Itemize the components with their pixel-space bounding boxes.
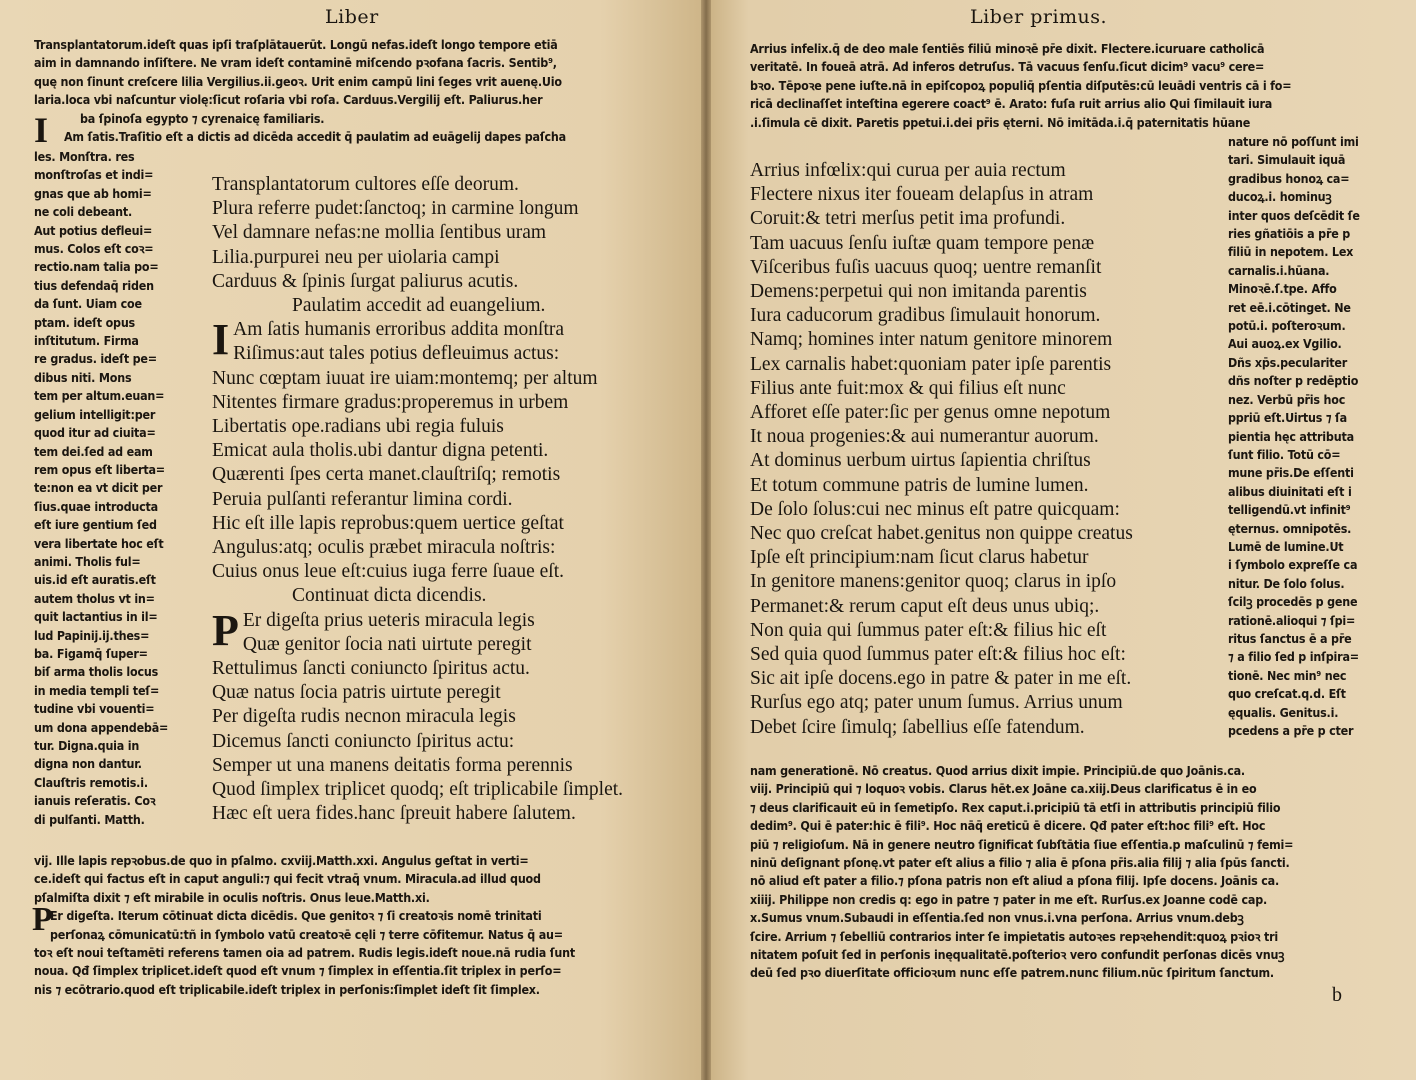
gloss-line: Clauſtris remotis.i. <box>34 774 148 790</box>
book-gutter <box>701 0 711 1080</box>
gloss-line: Minoꝛē.ſ.tpe. Affo <box>1228 281 1337 297</box>
left-page <box>0 0 706 1080</box>
gloss-line: Aut potius defleui= <box>34 222 153 238</box>
gloss-line: ianuis reſeratis. Coꝛ <box>34 793 156 809</box>
section-rubric: Continuat dicta dicendis. <box>292 585 487 607</box>
gloss-initial: I <box>34 110 48 151</box>
gloss-initial: P <box>32 901 53 939</box>
gloss-line: ries gñatiōis a pr̄e p <box>1228 226 1351 242</box>
gloss-line: um dona appendebā= <box>34 719 169 735</box>
verse-left <box>212 173 682 826</box>
verse-line: Demens:perpetui qui non imitanda parentis <box>750 281 1087 303</box>
gloss-line: bꝛo. Tēpoꝛe pene iuſte.nā in epiſcopoꝝ populiq̄ pſentia diſputēs:cū leuādi ventris cā i fo= <box>750 77 1292 93</box>
gloss-line: ptam. ideſt opus <box>34 314 135 330</box>
gloss-line: di pulſanti. Matth. <box>34 811 145 827</box>
right-page <box>706 0 1416 1080</box>
gloss-line: ęqualis. Genitus.i. <box>1228 704 1339 720</box>
gloss-line: tius defendaq̄ riden <box>34 277 154 293</box>
gloss-line: pientia hęc attributa <box>1228 428 1354 444</box>
verse-line: Quod ſimplex triplicet quodq; eſt triplicabile ſimplet. <box>212 779 624 801</box>
gloss-line: toꝛ eſt noui teſtamēti referens tamen oia ad patrem. Rudis legis.ideſt noue.nā rudia ſunt <box>34 945 575 961</box>
gloss-paragraph <box>32 901 684 999</box>
gloss-line: veritatē. In foueā atrā. Ad inferos detruſus. Tā vacuus ſenſu.ſicut dicim⁹ vacu⁹ cere= <box>750 59 1265 75</box>
verse-line: Et totum commune patris de lumine lumen. <box>750 474 1089 496</box>
gloss-line: ſunt filio. Totū cō= <box>1228 446 1341 462</box>
verse-line: Viſceribus fuſis uacuus quoq; uentre remanſit <box>750 256 1102 278</box>
gloss-line: perſonaꝝ cōmunicatū:tñ in ſymbolo vatū creatoꝛē cęli ⁊ terre cōfitemur. Natus q̄ au= <box>50 926 563 942</box>
gloss-line: filiū in nepotem. Lex <box>1228 244 1354 260</box>
gloss-line: deū ſed pꝛo diuerſitate officioꝛum nunc eſſe patrem.nunc filium.nūc ſpiritum ſanctum. <box>750 965 1274 981</box>
verse-line: Riſimus:aut tales potius defleuimus actus: <box>233 343 560 365</box>
verse-line: Afforet eſſe pater:ſic per genus omne nepotum <box>750 402 1111 424</box>
running-head-left: Liber <box>325 6 379 28</box>
gloss-line: carnalis.i.hūana. <box>1228 262 1330 278</box>
gloss-line: ppriū eſt.Uirtus ⁊ ſa <box>1228 410 1347 426</box>
verse-line: Cuius onus leue eſt:cuius iuga ferre ſuaue eſt. <box>212 561 564 583</box>
gloss-top-right <box>750 40 1390 132</box>
verse-line: Rurſus ego atq; pater unum ſumus. Arrius unum <box>750 692 1123 714</box>
verse-line: Debet ſcire ſimulq; ſabellius eſſe fatendum. <box>750 716 1085 738</box>
gloss-line: tari. Simulauit iquā <box>1228 152 1346 168</box>
verse-line: Quærenti ſpes certa manet.clauſtriſq; remotis <box>212 464 561 486</box>
gloss-line: monſtroſas et indi= <box>34 167 154 183</box>
drop-cap-initial: P <box>212 605 239 655</box>
gloss-line: tionē. Nec min⁹ nec <box>1228 667 1347 683</box>
gloss-line: vera libertate hoc eſt <box>34 535 164 551</box>
gloss-line: biſ arma tholis locus <box>34 664 159 680</box>
gloss-line: dibus niti. Mons <box>34 369 132 385</box>
verse-line: Filius ante fuit:mox & qui filius eſt nunc <box>750 377 1066 399</box>
verse-line: Permanet:& rerum caput eſt deus unus ubiq;. <box>750 595 1100 617</box>
gloss-line: ba. Figamq̄ ſuper= <box>34 645 148 661</box>
verse-line: Nec quo creſcat habet.genitus non quippe creatus <box>750 523 1133 545</box>
gloss-line: da ſunt. Uiam coe <box>34 296 142 312</box>
gloss-line: tur. Digna.quia in <box>34 738 140 753</box>
gloss-text: Am ſatis.Traſitio eſt a dictis ad dicēda accedit q̄ paulatim ad euāgelij dapes paſcha <box>64 129 566 145</box>
gloss-line: tem per altum.euan= <box>34 388 165 404</box>
gloss-line: in media templi teſ= <box>34 682 160 698</box>
gloss-line: laria.loca vbi naſcuntur violę:ſicut roſaria vbi roſa. Carduus.Vergilij eſt. Paliurus.her <box>34 92 543 108</box>
verse-line: Ipſe eſt principium:nam ſicut clarus habetur <box>750 547 1089 569</box>
verse-line: Sic ait ipſe docens.ego in patre & pater in me eſt. <box>750 668 1132 690</box>
gloss-line: Lumē de lumine.Ut <box>1228 538 1344 554</box>
verse-line: Nunc cœptam iuuat ire uiam:montemq; per altum <box>212 367 598 389</box>
gloss-line: Er digeſta. Iterum cōtinuat dicta dicēdis. Que genitoꝛ ⁊ ſi creatoꝛis nomē trinitati <box>50 908 542 924</box>
gloss-line: ce.ideſt qui factus eſt in caput anguli:⁊ qui fecit vtraq̄ vnum. Miracula.ad illud quod <box>34 871 541 887</box>
gloss-line: inſtitutum. Firma <box>34 333 139 349</box>
drop-cap-initial: I <box>212 315 230 365</box>
gloss-line: gradibus honoꝝ ca= <box>1228 170 1350 186</box>
verse-line: Iura caducorum gradibus ſimulauit honorum. <box>750 305 1101 327</box>
gloss-line: potū.i. poſteroꝛum. <box>1228 318 1346 334</box>
verse-line: Quæ genitor ſocia nati uirtute peregit <box>242 633 532 655</box>
verse-line: Peruia pulſanti referantur limina cordi. <box>212 488 513 510</box>
verse-line: Non quia qui ſummus pater eſt:& filius hic eſt <box>750 619 1107 641</box>
gloss-line: ſcilꝫ procedēs p gene <box>1228 594 1358 610</box>
gloss-line: pcedens a pr̄e p cter <box>1228 723 1354 738</box>
verse-line: Lex carnalis habet:quoniam pater ipſe parentis <box>750 353 1112 375</box>
gloss-line: Arrius infelix.q̄ de deo male ſentiēs filiū minoꝛē pr̄e dixit. Flectere.icuruare catholicā <box>750 41 1265 56</box>
gloss-line: nō aliud eſt pater a filio.⁊ pſona patris non eſt aliud a pſona filij. Ipſe docens. Joānis ca. <box>750 873 1279 889</box>
gloss-line: telligendū.vt infinit⁹ <box>1228 502 1351 518</box>
section-rubric: Paulatim accedit ad euangelium. <box>292 295 546 317</box>
verse-stanza <box>212 315 682 584</box>
gloss-line: rem opus eſt liberta= <box>34 461 165 477</box>
gloss-line: ſcire. Arrium ⁊ ſebelliū contrarios inter ſe impietatis autoꝛes repꝛehendit:quoꝝ pꝛioꝛ tri <box>750 928 1279 944</box>
gloss-line: animi. Tholis ful= <box>34 553 141 569</box>
verse-line: Tam uacuus ſenſu iuſtæ quam tempore penæ <box>750 232 1095 254</box>
verse-stanza <box>212 605 682 827</box>
verse-line: Semper ut una manens deitatis forma perennis <box>212 754 573 776</box>
verse-line: It noua progenies:& aui numerantur auorum. <box>750 426 1099 448</box>
verse-line: Angulus:atq; oculis præbet miracula noſtris: <box>212 537 556 559</box>
gloss-line: x.Sumus vnum.Subaudi in eſſentia.ſed non vnus.i.vna perſona. Arrius vnum.debꝫ <box>750 910 1244 926</box>
gloss-line: nez. Verbū pr̄is hoc <box>1228 391 1346 407</box>
verse-line: Per digeſta rudis necnon miracula legis <box>212 706 516 728</box>
gloss-line: rationē.alioqui ⁊ ſpi= <box>1228 612 1356 628</box>
gloss-line: digna non dantur. <box>34 756 142 772</box>
verse-line: Coruit:& tetri merſus petit ima profundi. <box>750 208 1066 230</box>
verse-line: Hic eſt ille lapis reprobus:quem uertice geſtat <box>212 512 564 534</box>
verse-line: Am ſatis humanis erroribus addita monſtra <box>233 319 565 341</box>
gloss-line: eſt iure gentium ſed <box>34 517 157 533</box>
gloss-line: Dñs xp̄s.peculariter <box>1228 354 1348 370</box>
verse-line: Lilia.purpurei neu per uiolaria campi <box>212 246 500 268</box>
gloss-line: mune pr̄is.De eſſenti <box>1228 465 1354 481</box>
verse-line: Dicemus ſancti coniuncto ſpiritus actu: <box>212 730 515 752</box>
gloss-line: rectio.nam talia po= <box>34 259 159 275</box>
gloss-line: te:non ea vt dicit per <box>34 480 163 496</box>
gloss-line: gelium intelligit:per <box>34 406 156 422</box>
gloss-line: lud Papinij.ij.thes= <box>34 627 150 643</box>
gloss-line: gnas que ab homi= <box>34 185 152 201</box>
gloss-line: tudine vbi vouenti= <box>34 701 155 717</box>
gloss-line: ritus ſanctus ē a pr̄e <box>1228 630 1352 646</box>
verse-line: Er digeſta prius ueteris miracula legis <box>242 609 535 631</box>
gloss-line: ba ſpinoſa egypto ⁊ cyrenaicę familiaris. <box>80 110 325 126</box>
verse-line: Flectere nixus iter foueam delapſus in atram <box>750 184 1094 206</box>
gloss-line: aim in damnando inſiſtere. Ne vram ideſt contaminē miſcendo pꝛofana ſacris. Sentib⁹, <box>34 55 557 71</box>
gloss-line: nitatem poſuit ſed in perſonis inęqualitatē.poſterioꝛ vero confundit perſonas dicēs vnuꝫ <box>750 947 1285 963</box>
gloss-line: quę non ſinunt creſcere lilia Vergilius.ii.geoꝛ. Urit enim campū lini ſeges vrit auenę.Uio <box>34 73 562 89</box>
gloss-line: viij. Principiū qui ⁊ loquoꝛ vobis. Clarus hēt.ex Joāne ca.xiij.Deus clarificatus ē in eo <box>750 781 1257 797</box>
gloss-line: ęternus. omnipotēs. <box>1228 520 1352 536</box>
gloss-line: ne coli debeant. <box>34 204 133 220</box>
gloss-line: mus. Colos eſt coꝛ= <box>34 241 154 257</box>
gloss-line: i ſymbolo expreſſe ca <box>1228 557 1358 573</box>
gloss-side-right <box>1228 133 1388 740</box>
gloss-line: dedim⁹. Qui ē pater:hic ē fili⁹. Hoc nāq̄ ereticū ē dicere. Qđ pater eſt:hoc fili⁹ eſt. Hoc <box>750 818 1266 834</box>
gloss-line: re gradus. ideſt pe= <box>34 351 157 367</box>
gloss-top-left <box>34 36 684 151</box>
gloss-line: pſalmiſta dixit ⁊ eſt mirabile in oculis noſtris. Onus leue.Matth.xi. <box>34 889 430 905</box>
verse-line: In genitore manens:genitor quoq; clarus in ipſo <box>750 571 1117 593</box>
gloss-line: ⁊ a filio ſed p inſpira= <box>1228 649 1359 665</box>
gloss-line: ricā declinaſſet inteſtina egerere coact⁹ ē. Arato: fuſa ruit arrius alio Qui ſimilauit iura <box>750 96 1273 112</box>
gloss-bottom-right <box>750 762 1390 983</box>
gloss-line: xiiij. Philippe non credis q: ego in patre ⁊ pater in me eſt. Rurſus.ex Joanne codē cap. <box>750 891 1268 907</box>
gloss-line: les. Monſtra. res <box>34 149 135 164</box>
verse-line: Arrius infœlix:qui curua per auia rectum <box>750 160 1066 181</box>
gloss-line: Aui auoꝝ.ex Vgilio. <box>1228 336 1342 352</box>
gloss-line: tem dei.ſed ad eam <box>34 443 153 459</box>
gloss-line: nitur. De ſolo ſolus. <box>1228 575 1345 591</box>
gloss-line: noua. Qđ ſimplex triplicet.ideſt quod eſt vnum ⁊ ſimplex in eſſentia.ſit triplex in perſo= <box>34 963 562 979</box>
gloss-line: .i.ſimula cē dixit. Paretis ppetui.i.dei pr̄is ęterni. Nō imitāda.i.q̄ paternitatis hūane <box>750 114 1251 130</box>
gloss-line: quit lactantius in il= <box>34 609 158 625</box>
verse-line: Nitentes firmare gradus:properemus in urbem <box>212 391 569 413</box>
verse-line: Emicat aula tholis.ubi dantur digna petenti. <box>212 440 549 462</box>
gloss-line: quod itur ad ciuita= <box>34 425 156 441</box>
verse-line: At dominus uerbum uirtus ſapientia chriſtus <box>750 450 1091 472</box>
gloss-line: nis ⁊ ecōtrario.quod eſt triplicabile.ideſt triplex in perſonis:ſimplet ideſt ſit ſimplex. <box>34 981 540 997</box>
gloss-line: ret eē.i.cōtinget. Ne <box>1228 299 1351 315</box>
gloss-line: nam generationē. Nō creatus. Quod arrius dixit impie. Principiū.de quo Joānis.ca. <box>750 763 1245 778</box>
verse-line: Namq; homines inter natum genitore minorem <box>750 329 1113 351</box>
gloss-line: Transplantatorum.ideſt quas ipſi traſplātauerūt. Longū nefas.ideſt longo tempore etiā <box>34 37 558 52</box>
verse-line: Libertatis ope.radians ubi regia fuluis <box>212 416 504 438</box>
gloss-line: piū ⁊ religioſum. Nā in genere neutro ſignificat ſubſtātia ſiue eſſentia.p maſculinū ⁊ femi= <box>750 836 1294 852</box>
gloss-line: ⁊ deus clarificauit eū in ſemetipſo. Rex caput.i.pricipiū tā etſi in attributis principiū filio <box>750 799 1281 815</box>
gloss-bottom-left <box>34 852 684 999</box>
verse-line: Plura referre pudet:ſanctoq; in carmine longum <box>212 198 579 220</box>
gloss-line: inter quos deſcēdit ſe <box>1228 207 1360 223</box>
verse-right <box>750 159 1230 740</box>
signature-mark: b <box>1332 984 1342 1006</box>
gloss-line: dñs noſter p redēptio <box>1228 373 1359 389</box>
gloss-line: vij. Ille lapis repꝛobus.de quo in pſalmo. cxviij.Matth.xxi. Angulus geſtat in verti= <box>34 853 529 868</box>
gloss-line: nature nō poſſunt imi <box>1228 134 1359 149</box>
verse-line: Carduus & ſpinis ſurgat paliurus acutis. <box>212 270 519 292</box>
verse-line: Hæc eſt uera fides.hanc ſpreuit habere ſalutem. <box>212 803 576 825</box>
gloss-line: uis.id eſt auratis.eſt <box>34 572 156 588</box>
gloss-side-left <box>34 148 192 829</box>
gloss-line: alibus diuinitati eſt i <box>1228 483 1352 499</box>
running-head-right: Liber primus. <box>970 6 1108 28</box>
verse-line: Quæ natus ſocia patris uirtute peregit <box>212 682 501 704</box>
verse-line: Rettulimus ſancti coniuncto ſpiritus actu. <box>212 658 530 680</box>
gloss-line: ſius.quae introducta <box>34 498 158 514</box>
gloss-line: autem tholus vt in= <box>34 590 155 606</box>
verse-line: Sed quia quod ſummus pater eſt:& filius hoc eſt: <box>750 644 1126 666</box>
verse-line: De ſolo ſolus:cui nec minus eſt patre quicquam: <box>750 498 1120 520</box>
verse-line: Vel damnare nefas:ne mollia ſentibus uram <box>212 222 547 244</box>
gloss-line: ducoꝝ.i. hominuꝫ <box>1228 189 1332 205</box>
gloss-line: quo creſcat.q.d. Eſt <box>1228 686 1346 702</box>
verse-line: Transplantatorum cultores eſſe deorum. <box>212 174 519 195</box>
gloss-line: ninū deſignant pſonę.vt pater eſt alius a filio ⁊ alia ē pſona pr̄is.alia filij ⁊ alia ſpūs ſancti. <box>750 855 1290 871</box>
